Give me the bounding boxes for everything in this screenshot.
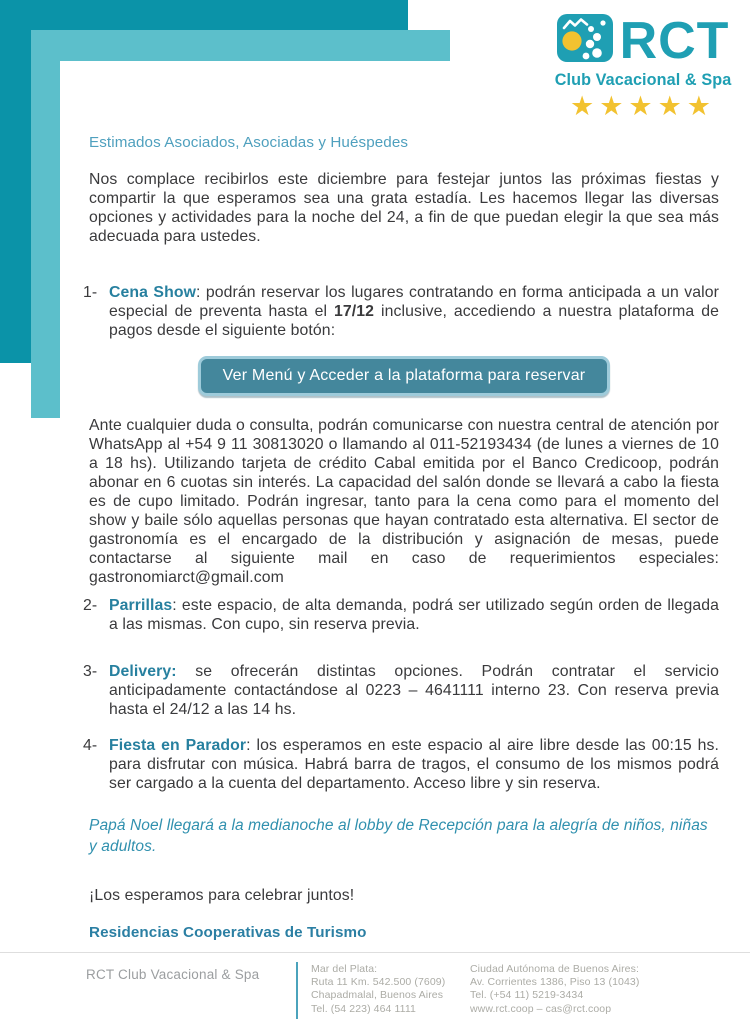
item-number: 1- xyxy=(83,284,98,301)
footer-col-title: Ciudad Autónoma de Buenos Aires: xyxy=(470,963,639,975)
footer-vertical-divider xyxy=(296,962,298,1019)
footer-brand: RCT Club Vacacional & Spa xyxy=(86,967,260,982)
footer-col-line: www.rct.coop – cas@rct.coop xyxy=(470,1002,612,1015)
list-item-fiesta-en-parador xyxy=(83,736,719,793)
list-item-parrillas xyxy=(83,596,719,634)
list-item-delivery xyxy=(83,662,719,719)
logo-row xyxy=(552,11,734,70)
item-title: Cena Show xyxy=(109,284,196,301)
footer-col-line: Av. Corrientes 1386, Piso 13 (1043) xyxy=(470,976,640,989)
item-number: 4- xyxy=(83,737,98,754)
item-body: podrán reservar los lugares contratando en forma anticipada a un valor especial de preventa hasta el xyxy=(109,284,719,320)
footer-col-line: Chapadmalal, Buenos Aires xyxy=(311,989,444,1002)
item-separator: : xyxy=(195,284,206,301)
footer-col-title: Mar del Plata: xyxy=(311,963,378,975)
item-body: este espacio, de alta demanda, podrá ser utilizado según orden de llegada a las mismas. Con cupo, sin reserva previa. xyxy=(109,597,719,633)
santa-note: Papá Noel llegará a la medianoche al lobby de Recepción para la alegría de niños, niñas y adultos. xyxy=(89,817,708,855)
item-number: 3- xyxy=(83,663,98,680)
cena-show-details-paragraph: Ante cualquier duda o consulta, podrán comunicarse con nuestra central de atención por WhatsApp al +54 9 11 30813020 o llamando al 011-52193434 (de lunes a viernes de 10 a 18 hs). Utilizando tarjeta de crédito Cabal emitida por el Banco Credicoop, podrán abonar en 6 cuotas sin interés. La capacidad del salón donde se llevará a cabo la fiesta es de cupo limitado. Podrán ingresar, tanto para la cena como para el momento del show y baile sólo aquellas personas que hayan contratado esta alternativa. El sector de gastronomía es el encargado de la distribución y asignación de mesas, puede contactarse al siguiente mail en caso de requerimientos especiales: gastronomiarct@gmail.com xyxy=(89,417,719,586)
letter-sheet xyxy=(60,61,750,1029)
footer-address-mar-del-plata xyxy=(311,963,445,1016)
reserve-platform-button[interactable]: Ver Menú y Acceder a la plataforma para reservar xyxy=(198,356,610,396)
item-body: se ofrecerán distintas opciones. Podrán contratar el servicio anticipadamente contactándose al 0223 – 4641111 interno 23. Con reserva previa hasta el 24/12 a las 14 hs. xyxy=(109,663,719,718)
rct-logo xyxy=(552,11,734,121)
letter-content xyxy=(60,61,750,942)
greeting-line: Estimados Asociados, Asociadas y Huéspedes xyxy=(89,134,409,151)
item-title: Parrillas xyxy=(109,597,173,614)
item-title: Fiesta en Parador xyxy=(109,737,247,754)
item-bold-date: 17/12 xyxy=(334,303,375,320)
list-item-cena-show xyxy=(83,283,720,340)
signature-line: Residencias Cooperativas de Turismo xyxy=(89,924,367,941)
five-stars-icon: ★★★★★ xyxy=(569,91,717,121)
rct-mountain-sun-icon xyxy=(557,14,613,67)
item-body: los esperamos en este espacio al aire libre desde las 00:15 hs. para disfrutar con música. Habrá barra de tragos, el consumo de los mismos podrá ser cargado a la cuenta del departamento. Acceso libre y sin reserva. xyxy=(109,737,719,792)
footer-divider-line xyxy=(0,952,750,953)
logo-brand-text: RCT xyxy=(619,11,730,70)
footer-address-buenos-aires xyxy=(470,963,639,1016)
footer-col-line: Ruta 11 Km. 542.500 (7609) xyxy=(311,976,446,989)
intro-paragraph: Nos complace recibirlos este diciembre para festejar juntos las próximas fiestas y compartir la que esperamos sea una grata estadía. Les hacemos llegar las diversas opciones y actividades para la noche del 24, a fin de que puedan elegir la que sea más adecuada para ustedes. xyxy=(89,171,719,245)
item-separator: : xyxy=(246,737,257,754)
item-body: inclusive, accediendo a nuestra plataforma de pagos desde el siguiente botón: xyxy=(109,303,720,339)
closing-line: ¡Los esperamos para celebrar juntos! xyxy=(89,887,355,904)
item-number: 2- xyxy=(83,597,98,614)
footer-col-line: Tel. (54 223) 464 1111 xyxy=(311,1002,416,1015)
item-separator: : xyxy=(172,597,182,614)
item-separator xyxy=(177,663,196,680)
logo-tagline: Club Vacacional & Spa xyxy=(554,71,732,89)
footer-col-line: Tel. (+54 11) 5219-3434 xyxy=(470,989,584,1002)
item-title: Delivery: xyxy=(109,663,177,680)
